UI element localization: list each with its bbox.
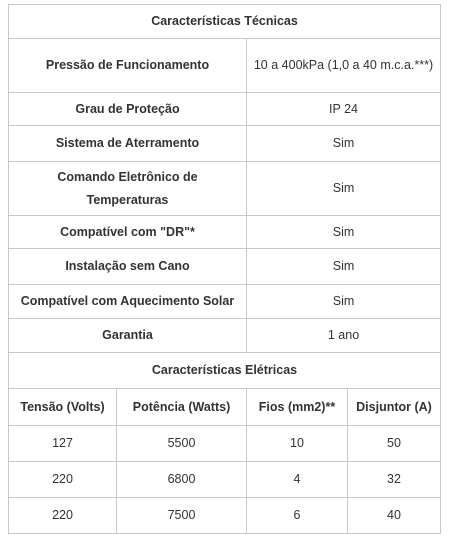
spec-value: Sim (247, 285, 441, 319)
electrical-section-title: Características Elétricas (9, 353, 441, 389)
breaker-cell: 40 (348, 498, 441, 534)
spec-value: IP 24 (247, 93, 441, 126)
spec-label-text: Comando Eletrônico de Temperaturas (57, 169, 198, 207)
spec-row (9, 126, 441, 162)
spec-label: Compatível com Aquecimento Solar (9, 285, 247, 319)
electrical-row (9, 462, 441, 498)
spec-row (9, 249, 441, 285)
spec-label: Pressão de Funcionamento (9, 39, 247, 93)
spec-value: 10 a 400kPa (1,0 a 40 m.c.a.***) (247, 39, 441, 93)
spec-row (9, 93, 441, 126)
breaker-cell: 32 (348, 462, 441, 498)
spec-row (9, 216, 441, 249)
power-cell: 7500 (117, 498, 247, 534)
breaker-cell: 50 (348, 426, 441, 462)
voltage-cell: 220 (9, 462, 117, 498)
spec-row (9, 319, 441, 353)
column-header-voltage: Tensão (Volts) (9, 389, 117, 426)
wires-cell: 6 (247, 498, 348, 534)
technical-section-title: Características Técnicas (9, 5, 441, 39)
spec-label: Grau de Proteção (9, 93, 247, 126)
electrical-title-row (9, 353, 441, 389)
wires-cell: 4 (247, 462, 348, 498)
voltage-cell: 220 (9, 498, 117, 534)
spec-row (9, 285, 441, 319)
specifications-table (8, 4, 441, 534)
column-header-power: Potência (Watts) (117, 389, 247, 426)
power-cell: 6800 (117, 462, 247, 498)
spec-label: Instalação sem Cano (9, 249, 247, 285)
spec-value: 1 ano (247, 319, 441, 353)
spec-label: Compatível com "DR"* (9, 216, 247, 249)
spec-label: Sistema de Aterramento (9, 126, 247, 162)
wires-cell: 10 (247, 426, 348, 462)
spec-row (9, 162, 441, 216)
power-cell: 5500 (117, 426, 247, 462)
technical-title-row (9, 5, 441, 39)
electrical-header-row (9, 389, 441, 426)
electrical-row (9, 498, 441, 534)
electrical-row (9, 426, 441, 462)
spec-value: Sim (247, 249, 441, 285)
spec-value: Sim (247, 216, 441, 249)
spec-row (9, 39, 441, 93)
column-header-wires: Fios (mm2)** (247, 389, 348, 426)
voltage-cell: 127 (9, 426, 117, 462)
spec-label: Garantia (9, 319, 247, 353)
column-header-breaker: Disjuntor (A) (348, 389, 441, 426)
spec-label (9, 162, 247, 216)
spec-value: Sim (247, 126, 441, 162)
spec-value: Sim (247, 162, 441, 216)
